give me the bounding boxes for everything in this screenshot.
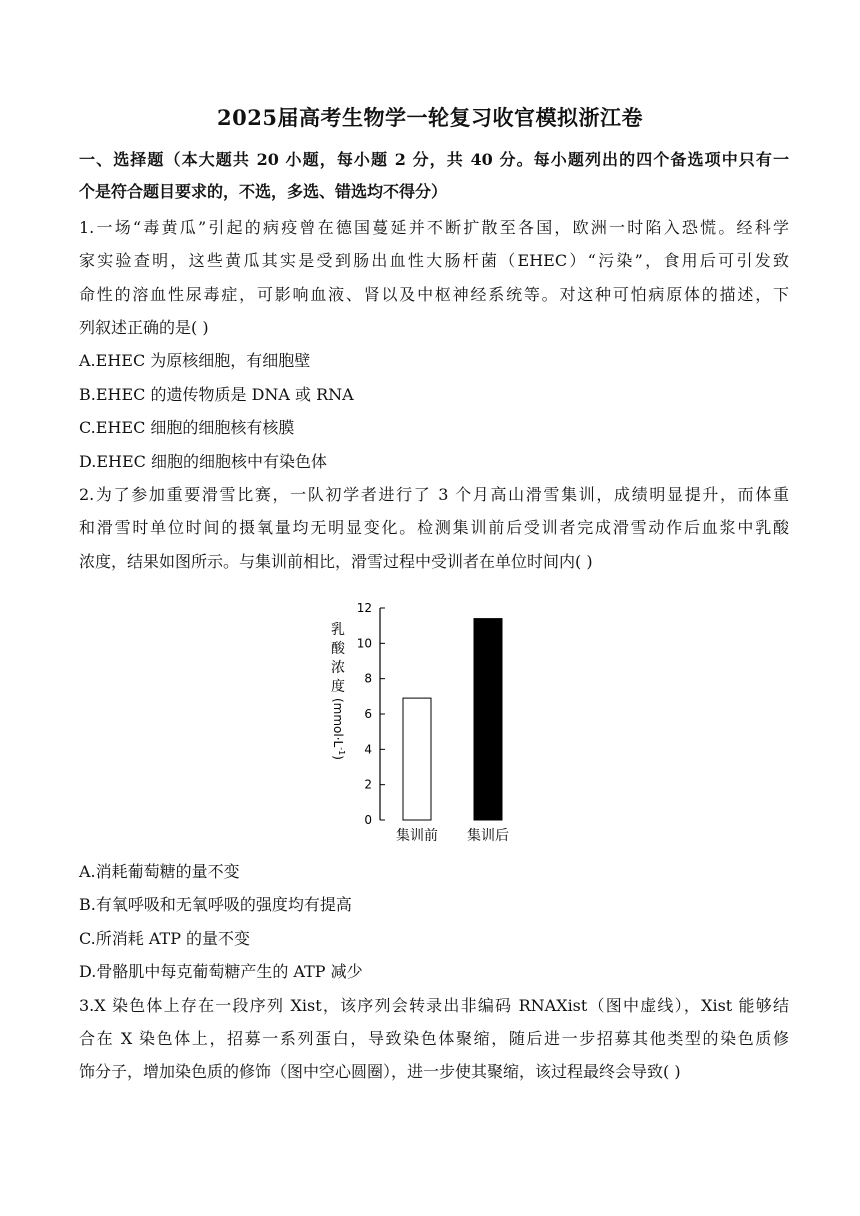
- q3-stem-line: 合在 X 染色体上，招募一系列蛋白，导致染色体聚缩，随后进一步招募其他类型的染色质修: [79, 1029, 789, 1048]
- y-tick-label: 10: [356, 636, 372, 651]
- q1-stem-line: 家实验查明，这些黄瓜其实是受到肠出血性大肠杆菌（EHEC）“污染”，食用后可引发致: [79, 251, 789, 270]
- q2-option-a: A.消耗葡萄糖的量不变: [79, 862, 240, 881]
- q1-option-b: B.EHEC 的遗传物质是 DNA 或 RNA: [79, 385, 354, 404]
- ylabel-char: 浓: [331, 660, 345, 676]
- section-header-line-1: 一、选择题（本大题共 20 小题，每小题 2 分，共 40 分。每小题列出的四个备选项中只有一: [79, 150, 789, 169]
- q1-option-a: A.EHEC 为原核细胞，有细胞壁: [79, 351, 311, 370]
- y-tick-label: 8: [364, 671, 372, 686]
- q2-option-d: D.骨骼肌中每克葡萄糖产生的 ATP 减少: [79, 962, 363, 981]
- q3-stem-line: 3.X 染色体上存在一段序列 Xist，该序列会转录出非编码 RNAXist（图中虚线），Xist 能够结: [79, 996, 789, 1015]
- q2-option-c: C.所消耗 ATP 的量不变: [79, 929, 251, 948]
- y-tick-label: 2: [364, 777, 372, 792]
- x-category-label: 集训后: [467, 828, 509, 844]
- y-tick-label: 12: [356, 601, 372, 615]
- ylabel-char: 乳: [331, 622, 345, 638]
- y-tick-label: 6: [364, 707, 372, 721]
- bars: [403, 619, 502, 820]
- ylabel-char: 酸: [331, 641, 345, 657]
- lactate-bar-chart: [320, 598, 530, 848]
- y-tick-label: 4: [364, 742, 372, 757]
- bar-1: [403, 698, 431, 820]
- y-axis-label: [331, 622, 346, 760]
- q1-stem-line: 列叙述正确的是( ): [79, 318, 209, 337]
- x-category-label: 集训前: [396, 828, 438, 844]
- ylabel-unit: $(mmol\cdot L^{-1})$: [331, 698, 346, 760]
- x-axis-labels: [396, 827, 509, 844]
- q2-stem-line: 和滑雪时单位时间的摄氧量均无明显变化。检测集训前后受训者完成滑雪动作后血浆中乳酸: [79, 518, 789, 537]
- q1-stem-line: 命性的溶血性尿毒症，可影响血液、肾以及中枢神经系统等。对这种可怕病原体的描述，下: [79, 285, 789, 304]
- page-title: 2025届高考生物学一轮复习收官模拟浙江卷: [217, 105, 643, 130]
- q2-stem-line: 2.为了参加重要滑雪比赛，一队初学者进行了 3 个月高山滑雪集训，成绩明显提升，而体重: [79, 485, 789, 504]
- bar-2: [474, 619, 502, 820]
- y-tick-label: 0: [364, 813, 372, 827]
- ylabel-char: 度: [331, 679, 345, 695]
- y-axis-ticks: [357, 601, 385, 827]
- q1-option-c: C.EHEC 细胞的细胞核有核膜: [79, 418, 295, 437]
- q1-option-d: D.EHEC 细胞的细胞核中有染色体: [79, 452, 327, 471]
- q2-option-b: B.有氧呼吸和无氧呼吸的强度均有提高: [79, 895, 352, 914]
- q1-stem-line: 1.一场“毒黄瓜”引起的病疫曾在德国蔓延并不断扩散至各国，欧洲一时陷入恐慌。经科学: [79, 218, 789, 237]
- section-header-line-2: 个是符合题目要求的，不选，多选、错选均不得分）: [79, 182, 448, 201]
- q3-stem-line: 饰分子，增加染色质的修饰（图中空心圆圈），进一步使其聚缩，该过程最终会导致( ): [79, 1062, 681, 1081]
- chart-svg: [320, 598, 530, 848]
- q2-stem-line: 浓度，结果如图所示。与集训前相比，滑雪过程中受训者在单位时间内( ): [79, 552, 593, 571]
